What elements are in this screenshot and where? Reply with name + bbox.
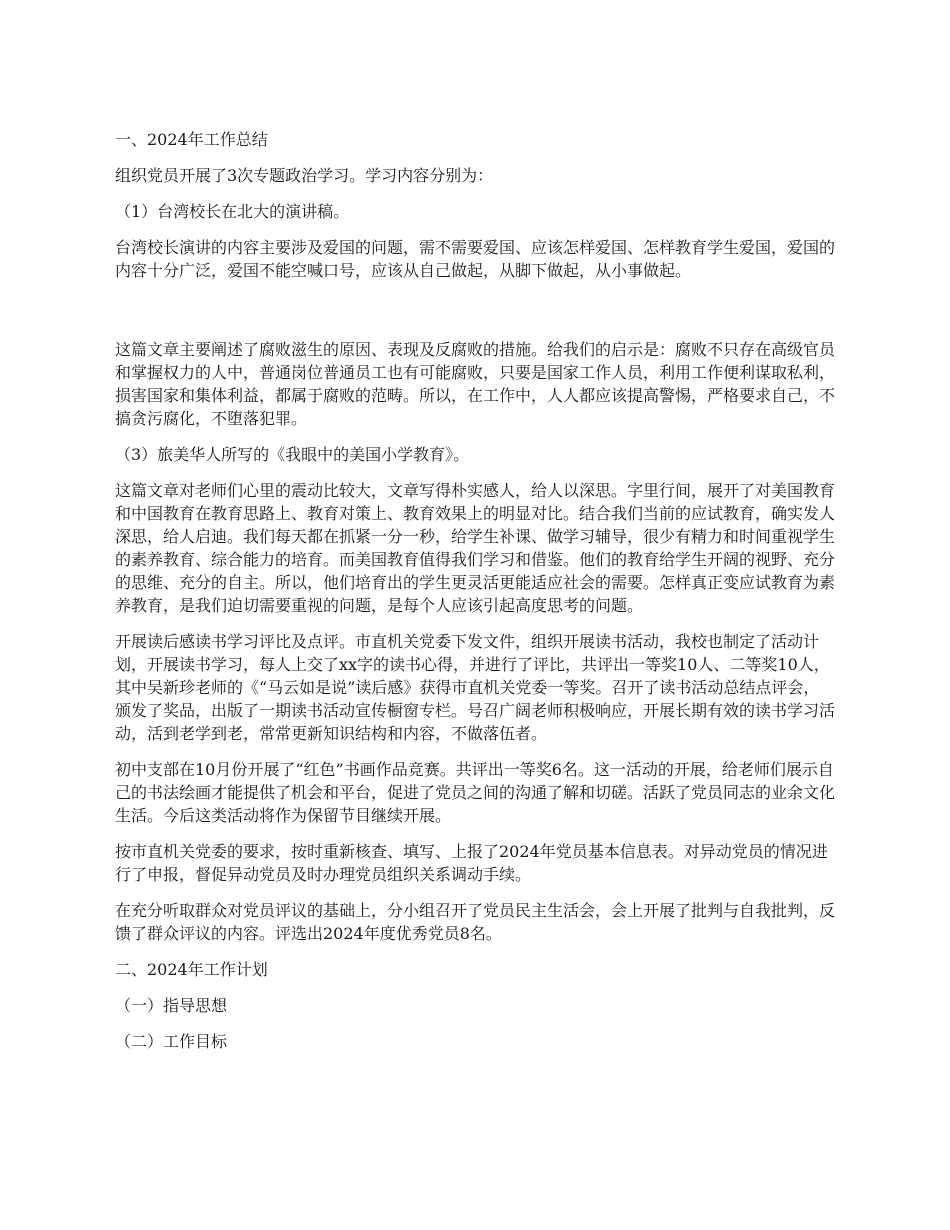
paragraph-item-3: 这篇文章对老师们心里的震动比较大，文章写得朴实感人，给人以深思。字里行间，展开了对美国教育和中国教育在教育思路上、教育对策上、教育效果上的明显对比。结合我们当前的应试教育，确实发人深思，给人启迪。我们每天都在抓紧一分一秒，给学生补课、做学习辅导，很少有精力和时间重视学生的素养教育、综合能力的培育。而美国教育值得我们学习和借鉴。他们的教育给学生开阔的视野、充分的思维、充分的自主。所以，他们培育出的学生更灵活更能适应社会的需要。怎样真正变应试教育为素养教育，是我们迫切需要重视的问题，是每个人应该引起高度思考的问题。 [115, 481, 836, 615]
subheading-guiding-thought: （一）指导思想 [115, 996, 228, 1015]
item-title-3: （3）旅美华人所写的《我眼中的美国小学教育》。 [115, 445, 470, 464]
paragraph-member-info: 按市直机关党委的要求，按时重新核查、填写、上报了2024年党员基本信息表。对异动党员的情况进行了申报，督促异动党员及时办理党员组织关系调动手续。 [115, 842, 828, 884]
paragraph-item-2: 这篇文章主要阐述了腐败滋生的原因、表现及反腐败的措施。给我们的启示是：腐败不只存在高级官员和掌握权力的人中，普通岗位普通员工也有可能腐败，只要是国家工作人员，利用工作便利谋取私利，损害国家和集体利益，都属于腐败的范畴。所以，在工作中，人人都应该提高警惕，严格要求自己，不搞贪污腐化，不堕落犯罪。 [115, 340, 836, 428]
paragraph-reading-activity: 开展读后感读书学习评比及点评。市直机关党委下发文件，组织开展读书活动，我校也制定了活动计划，开展读书学习，每人上交了xx字的读书心得，并进行了评比，共评出一等奖10人、二等奖10人，其中吴新珍老师的《“马云如是说”读后感》获得市直机关党委一等奖。召开了读书活动总结点评会，颁发了奖品，出版了一期读书活动宣传橱窗专栏。号召广阔老师积极响应，开展长期有效的读书学习活动，活到老学到老，常常更新知识结构和内容，不做落伍者。 [115, 632, 836, 743]
subheading-work-goals: （二）工作目标 [115, 1032, 228, 1051]
document-body [115, 128, 835, 1066]
section-heading-2024-summary: 一、2024年工作总结 [115, 130, 268, 149]
paragraph-member-evaluation: 在充分听取群众对党员评议的基础上，分小组召开了党员民主生活会，会上开展了批判与自我批判，反馈了群众评议的内容。评选出2024年度优秀党员8名。 [115, 901, 836, 943]
section-heading-2024-plan: 二、2024年工作计划 [115, 960, 268, 979]
paragraph-art-contest: 初中支部在10月份开展了“红色”书画作品竞赛。共评出一等奖6名。这一活动的开展，给老师们展示自己的书法绘画才能提供了机会和平台，促进了党员之间的沟通了解和切磋。活跃了党员同志的业余文化生活。今后这类活动将作为保留节目继续开展。 [115, 760, 836, 825]
paragraph-study-intro: 组织党员开展了3次专题政治学习。学习内容分别为： [115, 166, 494, 185]
paragraph-item-1: 台湾校长演讲的内容主要涉及爱国的问题，需不需要爱国、应该怎样爱国、怎样教育学生爱国，爱国的内容十分广泛，爱国不能空喊口号，应该从自己做起，从脚下做起，从小事做起。 [115, 238, 836, 280]
item-title-1: （1）台湾校长在北大的演讲稿。 [115, 202, 350, 221]
blank-gap [115, 295, 835, 338]
